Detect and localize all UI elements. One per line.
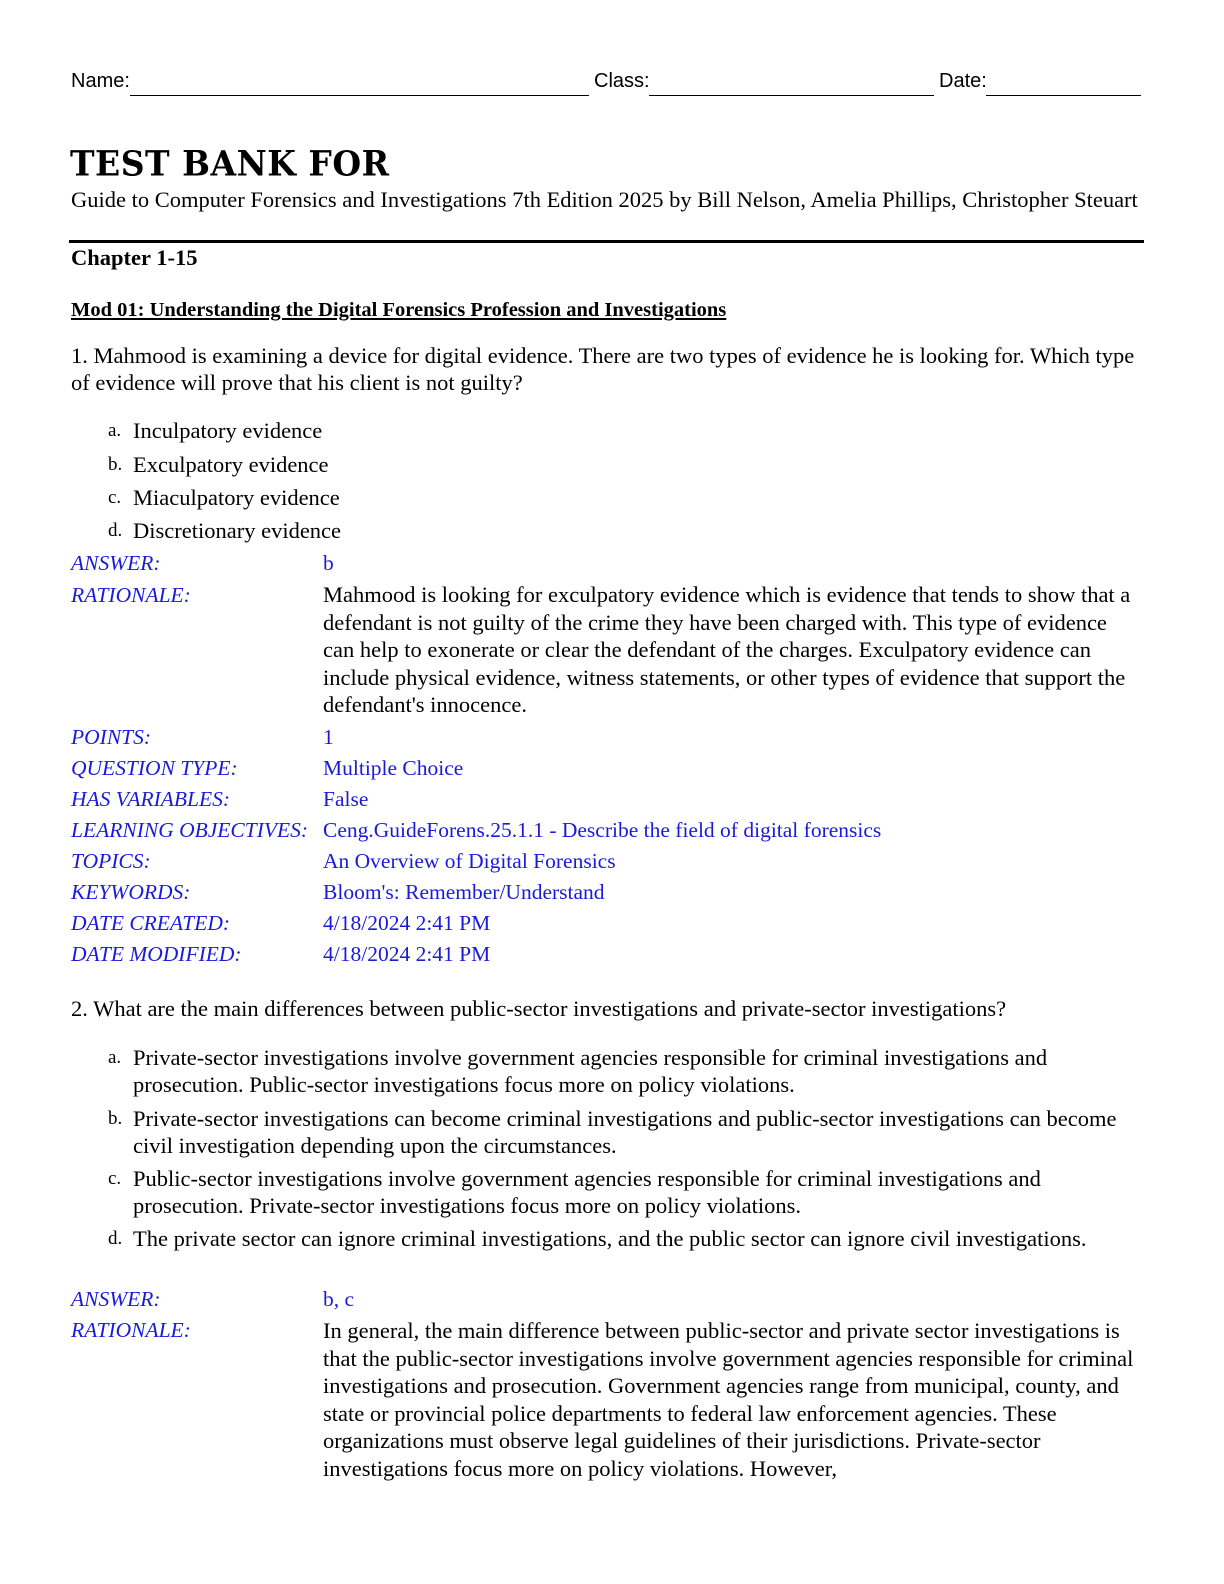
has-variables-value: False <box>323 787 369 811</box>
rationale-label: RATIONALE: <box>71 583 191 607</box>
rationale-text: Mahmood is looking for exculpatory evidence which is evidence that tends to show that a defendant is not guilty of the crime they have been charged with. This type of evidence can help to exonerate or clear the defendant of the charges. Exculpatory evidence can include physical evidence, witness statements, or other types of evidence that support the defendant's innocence. <box>323 582 1131 717</box>
answer-value: b <box>323 551 334 575</box>
learning-objectives-value: Ceng.GuideForens.25.1.1 - Describe the field of digital forensics <box>323 818 882 842</box>
answer-value: b, c <box>323 1287 355 1311</box>
rationale-label: RATIONALE: <box>71 1318 191 1342</box>
question-2-option-d <box>108 1225 1118 1252</box>
name-label: Name: <box>71 70 130 92</box>
date-field[interactable] <box>986 95 1141 96</box>
question-2-option-c <box>108 1165 1118 1219</box>
question-2-option-a <box>108 1044 1118 1098</box>
option-text: Private-sector investigations involve government agencies responsible for criminal investigations and prosecution. Public-sector investigations focus more on policy violations. <box>133 1045 1048 1097</box>
question-type-value: Multiple Choice <box>323 756 464 780</box>
option-letter: c. <box>108 487 122 508</box>
option-text: The private sector can ignore criminal investigations, and the public sector can ignore civil investigations. <box>133 1226 1087 1251</box>
option-text: Private-sector investigations can become criminal investigations and public-sector investigations can become civil investigation depending upon the circumstances. <box>133 1106 1117 1158</box>
option-text: Exculpatory evidence <box>133 452 329 477</box>
page-title: TEST BANK FOR <box>70 143 390 184</box>
date-modified-label: DATE MODIFIED: <box>71 942 242 966</box>
date-label: Date: <box>939 70 987 92</box>
question-1-option-c <box>108 484 1118 511</box>
option-letter: b. <box>108 1108 123 1129</box>
date-created-value: 4/18/2024 2:41 PM <box>323 911 491 935</box>
class-field[interactable] <box>649 95 934 96</box>
answer-label: ANSWER: <box>71 1287 161 1311</box>
option-letter: b. <box>108 454 123 475</box>
option-text: Public-sector investigations involve government agencies responsible for criminal investigations and prosecution. Private-sector investigations focus more on policy violations. <box>133 1166 1041 1218</box>
option-letter: d. <box>108 1228 123 1249</box>
answer-label: ANSWER: <box>71 551 161 575</box>
option-text: Inculpatory evidence <box>133 418 323 443</box>
keywords-label: KEYWORDS: <box>71 880 191 904</box>
date-modified-value: 4/18/2024 2:41 PM <box>323 942 491 966</box>
option-letter: c. <box>108 1168 122 1189</box>
title-divider <box>69 240 1144 243</box>
points-value: 1 <box>323 725 334 749</box>
question-1-option-d <box>108 517 1118 544</box>
module-heading: Mod 01: Understanding the Digital Forensics Profession and Investigations <box>71 299 727 321</box>
option-text: Discretionary evidence <box>133 518 342 543</box>
rationale-text: In general, the main difference between public-sector and private sector investigations is that the public-sector investigations involve government agencies responsible for criminal investigations and prosecution. Government agencies range from municipal, county, and state or provincial police departments to federal law enforcement agencies. These organizations must observe legal guidelines of their jurisdictions. Private-sector investigations focus more on policy violations. However, <box>323 1318 1134 1481</box>
question-2-text: 2. What are the main differences between public-sector investigations and private-sector investigations? <box>71 996 1007 1021</box>
question-1-option-b <box>108 451 1118 478</box>
date-created-label: DATE CREATED: <box>71 911 231 935</box>
name-field[interactable] <box>130 95 589 96</box>
header-fields <box>71 70 1143 100</box>
topics-label: TOPICS: <box>71 849 151 873</box>
book-subtitle: Guide to Computer Forensics and Investigations 7th Edition 2025 by Bill Nelson, Amelia Phillips, Christopher Steuart <box>71 187 1138 212</box>
has-variables-label: HAS VARIABLES: <box>71 787 231 811</box>
points-label: POINTS: <box>71 725 152 749</box>
learning-objectives-label: LEARNING OBJECTIVES: <box>71 818 309 842</box>
keywords-value: Bloom's: Remember/Understand <box>323 880 605 904</box>
question-1-text: 1. Mahmood is examining a device for digital evidence. There are two types of evidence he is looking for. Which type of evidence will prove that his client is not guilty? <box>71 343 1135 395</box>
chapter-heading: Chapter 1-15 <box>71 245 198 270</box>
question-2-option-b <box>108 1105 1118 1159</box>
option-letter: a. <box>108 420 122 441</box>
topics-value: An Overview of Digital Forensics <box>323 849 616 873</box>
class-label: Class: <box>594 70 650 92</box>
option-letter: a. <box>108 1047 122 1068</box>
option-letter: d. <box>108 520 123 541</box>
question-1-option-a <box>108 417 1118 444</box>
question-type-label: QUESTION TYPE: <box>71 756 238 780</box>
option-text: Miaculpatory evidence <box>133 485 340 510</box>
